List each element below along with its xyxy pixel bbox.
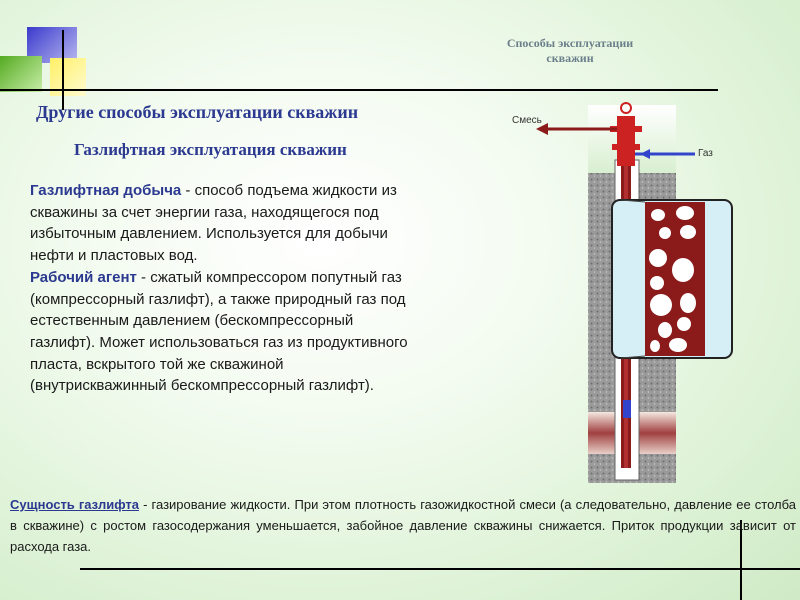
well-schematic bbox=[500, 100, 760, 490]
gaslift-well-diagram bbox=[500, 100, 760, 490]
definition-gaslift-essence: - газирование жидкости. При этом плотность газожидкостной смеси (а следовательно, давление ее столба в скважине) с ростом газосодержания уменьшается, забойное давление скважины снижается. Приток продукции зависит от расхода газа. bbox=[10, 497, 796, 554]
term-gaslift-production: Газлифтная добыча bbox=[30, 182, 182, 199]
decor-square-green bbox=[0, 56, 42, 92]
section-header bbox=[470, 36, 670, 66]
decor-top-vline bbox=[62, 30, 64, 110]
body-text bbox=[30, 180, 420, 397]
page-title: Другие способы эксплуатации скважин bbox=[36, 102, 359, 122]
gaslift-essence-text bbox=[10, 494, 796, 557]
section-header-line2: скважин bbox=[546, 51, 594, 65]
label-mixture: Смесь bbox=[512, 115, 542, 126]
definition-working-agent: - сжатый компрессором попутный газ (компрессорный газлифт), а также природный газ под естественным давлением (бескомпрессорный газлифт). Может использоваться газ из продуктивного пласта, вскрытого той же скважиной (внутрискважинный бескомпрессорный газлифт). bbox=[30, 268, 408, 395]
definition-gaslift-production: - способ подъема жидкости из скважины за счет энергии газа, находящегося под избыточным давлением. Используется для добычи нефти и пластовых вод. bbox=[30, 182, 397, 265]
section-header-line1: Способы эксплуатации bbox=[506, 36, 634, 50]
decor-bottom-line bbox=[80, 568, 800, 570]
bottom-gas bbox=[623, 400, 631, 418]
page-subtitle: Газлифтная эксплуатация скважин bbox=[74, 140, 347, 159]
wellhead bbox=[617, 116, 635, 166]
decor-top-line bbox=[0, 89, 718, 91]
label-gas: Газ bbox=[698, 148, 713, 159]
term-gaslift-essence: Сущность газлифта bbox=[10, 497, 140, 512]
term-working-agent: Рабочий агент bbox=[30, 268, 137, 286]
